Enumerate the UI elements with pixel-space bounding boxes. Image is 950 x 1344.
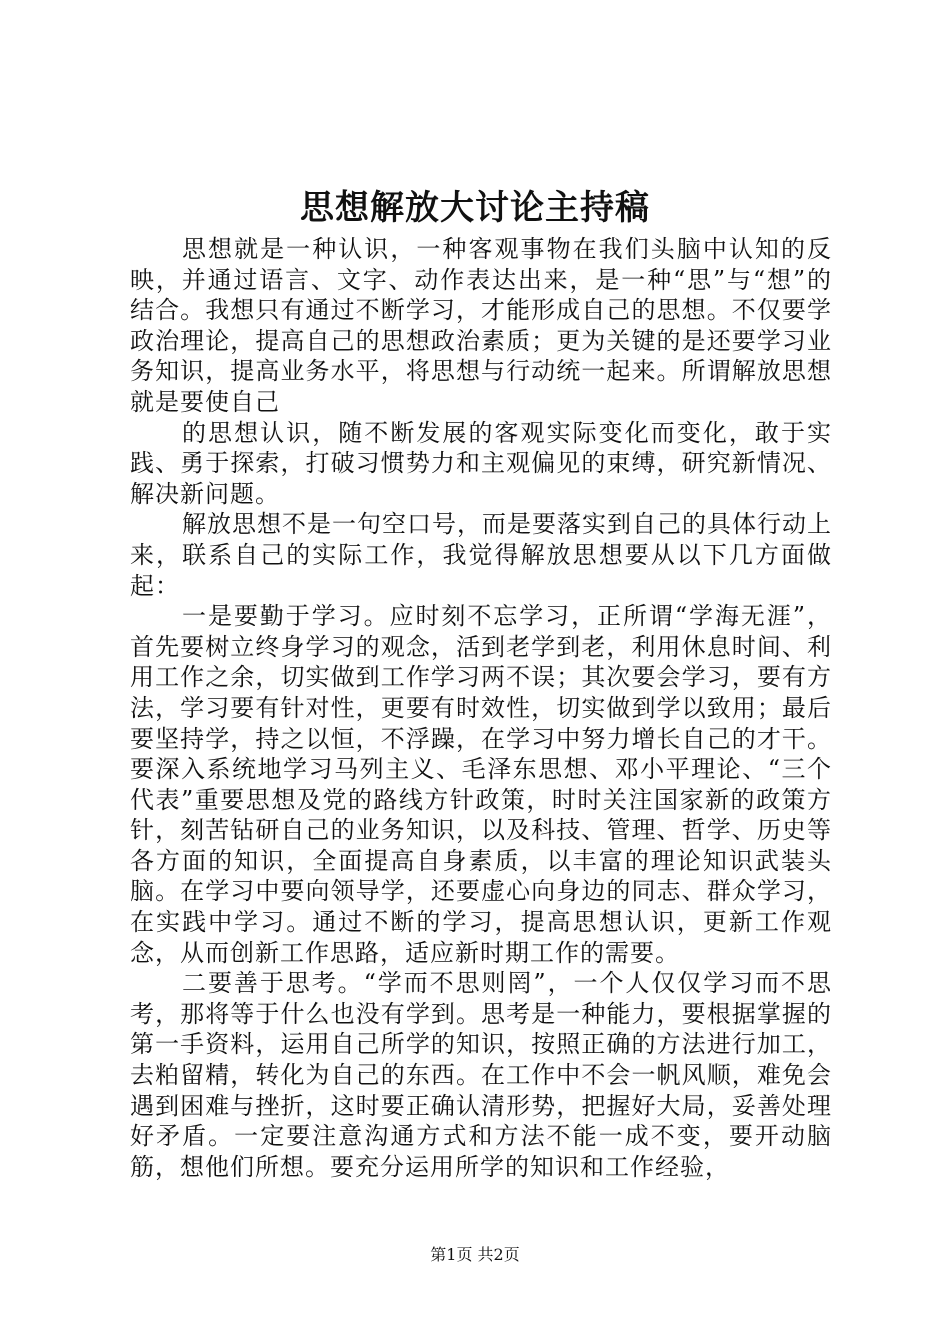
page-number-footer: 第1页 共2页 — [430, 1245, 520, 1264]
paragraph: 二要善于思考。“学而不思则罔”，一个人仅仅学习而不思考，那将等于什么也没有学到。思考是一种能力，要根据掌握的第一手资料，运用自己所学的知识，按照正确的方法进行加工，去粕留精，转化为自己的东西。在工作中不会一帆风顺，难免会遇到困难与挫折，这时要正确认清形势，把握好大局，妥善处理好矛盾。一定要注意沟通方式和方法不能一成不变，要开动脑筋，想他们所想。要充分运用所学的知识和工作经验， — [130, 969, 832, 1181]
paragraph: 一是要勤于学习。应时刻不忘学习，正所谓“学海无涯”，首先要树立终身学习的观念，活到老学到老，利用休息时间、利用工作之余，切实做到工作学习两不误；其次要会学习，要有方法，学习要有针对性，更要有时效性，切实做到学以致用；最后要坚持学，持之以恒，不浮躁，在学习中努力增长自己的才干。要深入系统地学习马列主义、毛泽东思想、邓小平理论、“三个代表”重要思想及党的路线方针政策，时时关注国家新的政策方针，刻苦钻研自己的业务知识，以及科技、管理、哲学、历史等各方面的知识，全面提高自身素质，以丰富的理论知识武装头脑。在学习中要向领导学，还要虚心向身边的同志、群众学习，在实践中学习。通过不断的学习，提高思想认识，更新工作观念，从而创新工作思路，适应新时期工作的需要。 — [130, 602, 832, 967]
paragraph: 的思想认识，随不断发展的客观实际变化而变化，敢于实践、勇于探索，打破习惯势力和主观偏见的束缚，研究新情况、解决新问题。 — [130, 418, 832, 508]
document-title: 思想解放大讨论主持稿 — [300, 188, 650, 228]
document-body — [130, 234, 832, 1182]
paragraph: 思想就是一种认识，一种客观事物在我们头脑中认知的反映，并通过语言、文字、动作表达出来，是一种“思”与“想”的结合。我想只有通过不断学习，才能形成自己的思想。不仅要学政治理论，提高自己的思想政治素质；更为关键的是还要学习业务知识，提高业务水平，将思想与行动统一起来。所谓解放思想就是要使自己 — [130, 235, 832, 416]
paragraph: 解放思想不是一句空口号，而是要落实到自己的具体行动上来，联系自己的实际工作，我觉得解放思想要从以下几方面做起： — [130, 510, 832, 600]
